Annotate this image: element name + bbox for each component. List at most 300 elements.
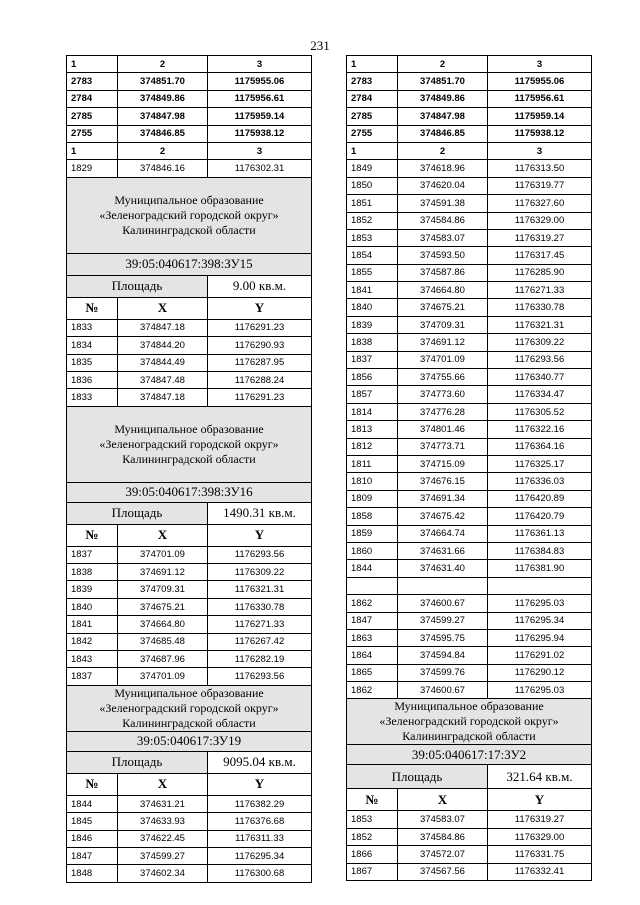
- point-number-cell: 1811: [347, 455, 398, 472]
- x-coordinate-cell: 374664.74: [398, 525, 488, 542]
- point-number-cell: 1837: [67, 546, 118, 563]
- y-coordinate-cell: 1176295.03: [488, 682, 592, 699]
- point-number-cell: 2785: [347, 108, 398, 125]
- page-number: 231: [310, 38, 330, 53]
- table-row: [347, 525, 592, 542]
- column-number-cell: 3: [488, 142, 592, 159]
- coordinate-header-row: [67, 773, 312, 795]
- point-number-cell: 1837: [347, 351, 398, 368]
- y-coordinate-cell: 1176420.79: [488, 508, 592, 525]
- y-coordinate-cell: 1176293.56: [208, 668, 312, 685]
- coordinate-header-row: [67, 524, 312, 546]
- table-row: [347, 682, 592, 699]
- x-coordinate-cell: 374631.21: [118, 795, 208, 812]
- point-number-cell: 1862: [347, 595, 398, 612]
- y-coordinate-cell: 1176313.50: [488, 160, 592, 177]
- point-number-cell: 1852: [347, 828, 398, 845]
- table-row: [67, 90, 312, 107]
- x-coordinate-cell: 374620.04: [398, 177, 488, 194]
- table-row: [347, 811, 592, 828]
- x-coordinate-cell: 374849.86: [118, 90, 208, 107]
- municipality-line: Калининградской области: [122, 451, 256, 466]
- cadastral-number: 39:05:040617:17:ЗУ2: [347, 745, 592, 765]
- y-coordinate-cell: 1176295.94: [488, 629, 592, 646]
- point-number-cell: 1867: [347, 863, 398, 880]
- y-coordinate-cell: 1176340.77: [488, 369, 592, 386]
- table-row: [347, 160, 592, 177]
- x-coordinate-cell: 374709.31: [398, 316, 488, 333]
- coordinates-table-left: [66, 55, 312, 883]
- x-coordinate-cell: 374591.38: [398, 195, 488, 212]
- cadastral-number-row: [347, 745, 592, 765]
- cadastral-number: 39:05:040617:398:ЗУ15: [67, 253, 312, 275]
- point-number-cell: 1810: [347, 473, 398, 490]
- point-number-cell: 1833: [67, 319, 118, 336]
- table-row: [347, 264, 592, 281]
- y-coordinate-cell: 1176295.03: [488, 595, 592, 612]
- y-coordinate-cell: 1176381.90: [488, 560, 592, 577]
- point-number-cell: 1834: [67, 337, 118, 354]
- point-number-cell: 1846: [67, 830, 118, 847]
- y-coordinate-cell: 1176336.03: [488, 473, 592, 490]
- column-number-cell: 3: [208, 56, 312, 73]
- y-coordinate-cell: 1176291.23: [208, 319, 312, 336]
- municipality-line: Калининградской области: [402, 729, 536, 744]
- area-row: [67, 275, 312, 297]
- table-row: [67, 73, 312, 90]
- area-label: Площадь: [67, 275, 208, 297]
- x-coordinate-cell: 374675.21: [398, 299, 488, 316]
- point-number-cell: 1856: [347, 369, 398, 386]
- table-row: [67, 319, 312, 336]
- table-row: [67, 633, 312, 650]
- point-number-cell: 1860: [347, 542, 398, 559]
- point-number-cell: 1839: [347, 316, 398, 333]
- x-coordinate-cell: 374633.93: [118, 813, 208, 830]
- point-number-cell: 1840: [67, 598, 118, 615]
- table-row: [347, 90, 592, 107]
- area-value: 1490.31 кв.м.: [208, 502, 312, 524]
- point-number-cell: 1849: [347, 160, 398, 177]
- point-number-cell: 1833: [67, 389, 118, 406]
- table-row: [347, 473, 592, 490]
- x-coordinate-cell: 374846.16: [118, 160, 208, 177]
- x-coordinate-cell: 374599.76: [398, 664, 488, 681]
- x-header: X: [118, 297, 208, 319]
- table-row: [67, 795, 312, 812]
- table-row: [67, 371, 312, 388]
- municipality-name: [347, 699, 592, 745]
- y-header: Y: [208, 297, 312, 319]
- table-row: [347, 282, 592, 299]
- x-coordinate-cell: 374622.45: [118, 830, 208, 847]
- point-number-cell: 2755: [347, 125, 398, 142]
- municipality-row: [67, 177, 312, 253]
- y-coordinate-cell: 1175956.61: [488, 90, 592, 107]
- municipality-line: Калининградской области: [122, 715, 256, 730]
- municipality-line: Калининградской области: [122, 222, 256, 237]
- point-number-cell: 1848: [67, 865, 118, 882]
- table-row: [67, 847, 312, 864]
- x-coordinate-cell: 374773.71: [398, 438, 488, 455]
- x-coordinate-cell: 374776.28: [398, 403, 488, 420]
- x-coordinate-cell: 374631.66: [398, 542, 488, 559]
- x-coordinate-cell: 374599.27: [398, 612, 488, 629]
- y-coordinate-cell: 1176293.56: [488, 351, 592, 368]
- y-coordinate-cell: 1176290.93: [208, 337, 312, 354]
- cadastral-number-row: [67, 482, 312, 502]
- x-coordinate-cell: 374844.49: [118, 354, 208, 371]
- y-coordinate-cell: 1176330.78: [208, 598, 312, 615]
- municipality-line: Муниципальное образование: [114, 685, 264, 700]
- table-row: [347, 828, 592, 845]
- point-number-cell: 1851: [347, 195, 398, 212]
- point-number-cell: 1809: [347, 490, 398, 507]
- table-row: [347, 334, 592, 351]
- table-row: [347, 108, 592, 125]
- x-coordinate-cell: 374675.42: [398, 508, 488, 525]
- column-number-row: [347, 56, 592, 73]
- x-coordinate-cell: 374851.70: [118, 73, 208, 90]
- point-number-cell: 1838: [347, 334, 398, 351]
- y-coordinate-cell: 1176293.56: [208, 546, 312, 563]
- y-coordinate-cell: 1176271.33: [208, 616, 312, 633]
- column-number-row: [347, 142, 592, 159]
- point-number-cell: 1843: [67, 651, 118, 668]
- x-coordinate-cell: 374846.85: [118, 125, 208, 142]
- municipality-line: «Зеленоградский городской округ»: [99, 436, 279, 451]
- point-number-cell: 1839: [67, 581, 118, 598]
- table-row: [347, 177, 592, 194]
- point-number-cell: 2783: [347, 73, 398, 90]
- point-number-cell: 1847: [347, 612, 398, 629]
- table-row: [67, 668, 312, 685]
- table-row: [347, 125, 592, 142]
- table-row: [347, 490, 592, 507]
- y-coordinate-cell: 1176305.52: [488, 403, 592, 420]
- x-header: X: [118, 773, 208, 795]
- column-number-cell: 3: [488, 56, 592, 73]
- x-coordinate-cell: 374595.75: [398, 629, 488, 646]
- column-number-row: [67, 142, 312, 159]
- left-table-body: [67, 56, 312, 883]
- y-coordinate-cell: 1176319.27: [488, 229, 592, 246]
- area-label: Площадь: [347, 765, 488, 789]
- x-coordinate-cell: 374844.20: [118, 337, 208, 354]
- point-number-cell: 1841: [67, 616, 118, 633]
- table-row: [347, 73, 592, 90]
- x-coordinate-cell: 374849.86: [398, 90, 488, 107]
- point-number-cell: 1812: [347, 438, 398, 455]
- x-coordinate-cell: 374709.31: [118, 581, 208, 598]
- table-row: [67, 581, 312, 598]
- x-coordinate-cell: 374587.86: [398, 264, 488, 281]
- table-row: [347, 195, 592, 212]
- x-coordinate-cell: [398, 577, 488, 594]
- table-row: [67, 813, 312, 830]
- y-coordinate-cell: 1176319.27: [488, 811, 592, 828]
- table-row: [347, 647, 592, 664]
- y-coordinate-cell: 1176420.89: [488, 490, 592, 507]
- table-row: [67, 598, 312, 615]
- table-row: [67, 830, 312, 847]
- point-number-cell: 1844: [347, 560, 398, 577]
- x-coordinate-cell: 374755.66: [398, 369, 488, 386]
- point-number-cell: 1850: [347, 177, 398, 194]
- x-coordinate-cell: 374715.09: [398, 455, 488, 472]
- x-coordinate-cell: 374685.48: [118, 633, 208, 650]
- point-number-cell: 2785: [67, 108, 118, 125]
- x-coordinate-cell: 374593.50: [398, 247, 488, 264]
- point-number-header: №: [347, 789, 398, 811]
- municipality-line: Муниципальное образование: [114, 421, 264, 436]
- table-row: [347, 386, 592, 403]
- x-coordinate-cell: 374676.15: [398, 473, 488, 490]
- y-coordinate-cell: 1176321.31: [208, 581, 312, 598]
- point-number-header: №: [67, 297, 118, 319]
- municipality-row: [67, 406, 312, 482]
- point-number-cell: 1863: [347, 629, 398, 646]
- y-coordinate-cell: [488, 577, 592, 594]
- x-coordinate-cell: 374847.98: [118, 108, 208, 125]
- column-number-cell: 2: [398, 56, 488, 73]
- x-coordinate-cell: 374631.40: [398, 560, 488, 577]
- table-row: [67, 125, 312, 142]
- cadastral-number: 39:05:040617:ЗУ19: [67, 731, 312, 751]
- x-coordinate-cell: 374701.09: [398, 351, 488, 368]
- x-coordinate-cell: 374583.07: [398, 229, 488, 246]
- x-coordinate-cell: 374583.07: [398, 811, 488, 828]
- area-row: [347, 765, 592, 789]
- y-coordinate-cell: 1176295.34: [488, 612, 592, 629]
- point-number-cell: 1847: [67, 847, 118, 864]
- area-row: [67, 502, 312, 524]
- point-number-cell: 1845: [67, 813, 118, 830]
- table-row: [347, 595, 592, 612]
- y-coordinate-cell: 1175955.06: [488, 73, 592, 90]
- area-label: Площадь: [67, 502, 208, 524]
- table-row: [67, 108, 312, 125]
- municipality-line: «Зеленоградский городской округ»: [99, 207, 279, 222]
- table-row: [347, 629, 592, 646]
- x-coordinate-cell: 374773.60: [398, 386, 488, 403]
- area-value: 9.00 кв.м.: [208, 275, 312, 297]
- point-number-cell: 1858: [347, 508, 398, 525]
- y-coordinate-cell: 1176295.34: [208, 847, 312, 864]
- y-coordinate-cell: 1176300.68: [208, 865, 312, 882]
- point-number-cell: 1837: [67, 668, 118, 685]
- y-coordinate-cell: 1176321.31: [488, 316, 592, 333]
- column-number-cell: 1: [347, 142, 398, 159]
- y-coordinate-cell: 1176327.60: [488, 195, 592, 212]
- table-row: [347, 421, 592, 438]
- table-row: [347, 403, 592, 420]
- y-coordinate-cell: 1176322.16: [488, 421, 592, 438]
- column-number-cell: 2: [398, 142, 488, 159]
- x-coordinate-cell: 374691.12: [118, 564, 208, 581]
- table-row: [67, 389, 312, 406]
- table-row: [347, 351, 592, 368]
- point-number-cell: 1829: [67, 160, 118, 177]
- cadastral-number-row: [67, 731, 312, 751]
- table-row: [347, 577, 592, 594]
- municipality-name: [67, 177, 312, 253]
- point-number-cell: 2783: [67, 73, 118, 90]
- table-row: [347, 247, 592, 264]
- table-row: [67, 616, 312, 633]
- y-coordinate-cell: 1176332.41: [488, 863, 592, 880]
- point-number-cell: [347, 577, 398, 594]
- area-value: 9095.04 кв.м.: [208, 751, 312, 773]
- y-coordinate-cell: 1176317.45: [488, 247, 592, 264]
- x-coordinate-cell: 374851.70: [398, 73, 488, 90]
- point-number-cell: 1852: [347, 212, 398, 229]
- x-coordinate-cell: 374572.07: [398, 846, 488, 863]
- x-coordinate-cell: 374847.18: [118, 389, 208, 406]
- y-coordinate-cell: 1176384.83: [488, 542, 592, 559]
- y-coordinate-cell: 1175959.14: [208, 108, 312, 125]
- x-coordinate-cell: 374567.56: [398, 863, 488, 880]
- y-coordinate-cell: 1176290.12: [488, 664, 592, 681]
- point-number-cell: 1857: [347, 386, 398, 403]
- x-coordinate-cell: 374847.18: [118, 319, 208, 336]
- point-number-cell: 1859: [347, 525, 398, 542]
- x-coordinate-cell: 374701.09: [118, 668, 208, 685]
- y-coordinate-cell: 1176361.13: [488, 525, 592, 542]
- x-header: X: [398, 789, 488, 811]
- point-number-cell: 1854: [347, 247, 398, 264]
- area-value: 321.64 кв.м.: [488, 765, 592, 789]
- column-number-cell: 3: [208, 142, 312, 159]
- x-coordinate-cell: 374599.27: [118, 847, 208, 864]
- y-header: Y: [488, 789, 592, 811]
- x-coordinate-cell: 374687.96: [118, 651, 208, 668]
- municipality-row: [347, 699, 592, 745]
- table-row: [347, 560, 592, 577]
- y-coordinate-cell: 1176382.29: [208, 795, 312, 812]
- x-coordinate-cell: 374584.86: [398, 828, 488, 845]
- area-row: [67, 751, 312, 773]
- y-coordinate-cell: 1175956.61: [208, 90, 312, 107]
- municipality-line: Муниципальное образование: [394, 699, 544, 714]
- x-header: X: [118, 524, 208, 546]
- point-number-cell: 1853: [347, 811, 398, 828]
- y-coordinate-cell: 1176334.47: [488, 386, 592, 403]
- x-coordinate-cell: 374801.46: [398, 421, 488, 438]
- x-coordinate-cell: 374584.86: [398, 212, 488, 229]
- x-coordinate-cell: 374847.98: [398, 108, 488, 125]
- y-coordinate-cell: 1175938.12: [208, 125, 312, 142]
- point-number-cell: 1813: [347, 421, 398, 438]
- table-row: [67, 865, 312, 882]
- point-number-cell: 2784: [347, 90, 398, 107]
- y-coordinate-cell: 1176271.33: [488, 282, 592, 299]
- table-row: [347, 212, 592, 229]
- x-coordinate-cell: 374664.80: [398, 282, 488, 299]
- y-header: Y: [208, 524, 312, 546]
- right-table-body: [347, 56, 592, 881]
- x-coordinate-cell: 374600.67: [398, 595, 488, 612]
- point-number-cell: 1838: [67, 564, 118, 581]
- municipality-row: [67, 685, 312, 731]
- y-coordinate-cell: 1176302.31: [208, 160, 312, 177]
- table-row: [67, 564, 312, 581]
- y-coordinate-cell: 1176291.02: [488, 647, 592, 664]
- y-coordinate-cell: 1176291.23: [208, 389, 312, 406]
- table-row: [67, 354, 312, 371]
- y-coordinate-cell: 1176309.22: [488, 334, 592, 351]
- y-coordinate-cell: 1176282.19: [208, 651, 312, 668]
- y-coordinate-cell: 1176331.75: [488, 846, 592, 863]
- y-coordinate-cell: 1175959.14: [488, 108, 592, 125]
- point-number-header: №: [67, 773, 118, 795]
- x-coordinate-cell: 374846.85: [398, 125, 488, 142]
- point-number-cell: 1866: [347, 846, 398, 863]
- y-coordinate-cell: 1176364.16: [488, 438, 592, 455]
- point-number-cell: 1840: [347, 299, 398, 316]
- cadastral-number-row: [67, 253, 312, 275]
- x-coordinate-cell: 374594.84: [398, 647, 488, 664]
- table-row: [347, 229, 592, 246]
- table-row: [347, 508, 592, 525]
- y-coordinate-cell: 1176329.00: [488, 828, 592, 845]
- municipality-line: «Зеленоградский городской округ»: [99, 700, 279, 715]
- municipality-name: [67, 685, 312, 731]
- point-number-cell: 1836: [67, 371, 118, 388]
- x-coordinate-cell: 374847.48: [118, 371, 208, 388]
- point-number-cell: 1841: [347, 282, 398, 299]
- point-number-cell: 1865: [347, 664, 398, 681]
- table-row: [347, 316, 592, 333]
- x-coordinate-cell: 374600.67: [398, 682, 488, 699]
- x-coordinate-cell: 374664.80: [118, 616, 208, 633]
- municipality-line: Муниципальное образование: [114, 192, 264, 207]
- column-number-cell: 2: [118, 56, 208, 73]
- municipality-line: «Зеленоградский городской округ»: [379, 714, 559, 729]
- table-row: [347, 438, 592, 455]
- y-coordinate-cell: 1176329.00: [488, 212, 592, 229]
- x-coordinate-cell: 374691.34: [398, 490, 488, 507]
- table-row: [67, 546, 312, 563]
- y-coordinate-cell: 1175938.12: [488, 125, 592, 142]
- x-coordinate-cell: 374618.96: [398, 160, 488, 177]
- point-number-cell: 1864: [347, 647, 398, 664]
- y-coordinate-cell: 1176319.77: [488, 177, 592, 194]
- x-coordinate-cell: 374602.34: [118, 865, 208, 882]
- municipality-name: [67, 406, 312, 482]
- y-coordinate-cell: 1176311.33: [208, 830, 312, 847]
- point-number-header: №: [67, 524, 118, 546]
- y-header: Y: [208, 773, 312, 795]
- table-row: [347, 455, 592, 472]
- table-row: [347, 863, 592, 880]
- column-number-cell: 1: [67, 142, 118, 159]
- table-row: [347, 612, 592, 629]
- x-coordinate-cell: 374701.09: [118, 546, 208, 563]
- y-coordinate-cell: 1176330.78: [488, 299, 592, 316]
- y-coordinate-cell: 1176376.68: [208, 813, 312, 830]
- table-row: [67, 337, 312, 354]
- y-coordinate-cell: 1176309.22: [208, 564, 312, 581]
- x-coordinate-cell: 374691.12: [398, 334, 488, 351]
- coordinate-header-row: [347, 789, 592, 811]
- y-coordinate-cell: 1176288.24: [208, 371, 312, 388]
- table-row: [347, 542, 592, 559]
- cadastral-number: 39:05:040617:398:ЗУ16: [67, 482, 312, 502]
- point-number-cell: 1853: [347, 229, 398, 246]
- point-number-cell: 2784: [67, 90, 118, 107]
- table-row: [347, 299, 592, 316]
